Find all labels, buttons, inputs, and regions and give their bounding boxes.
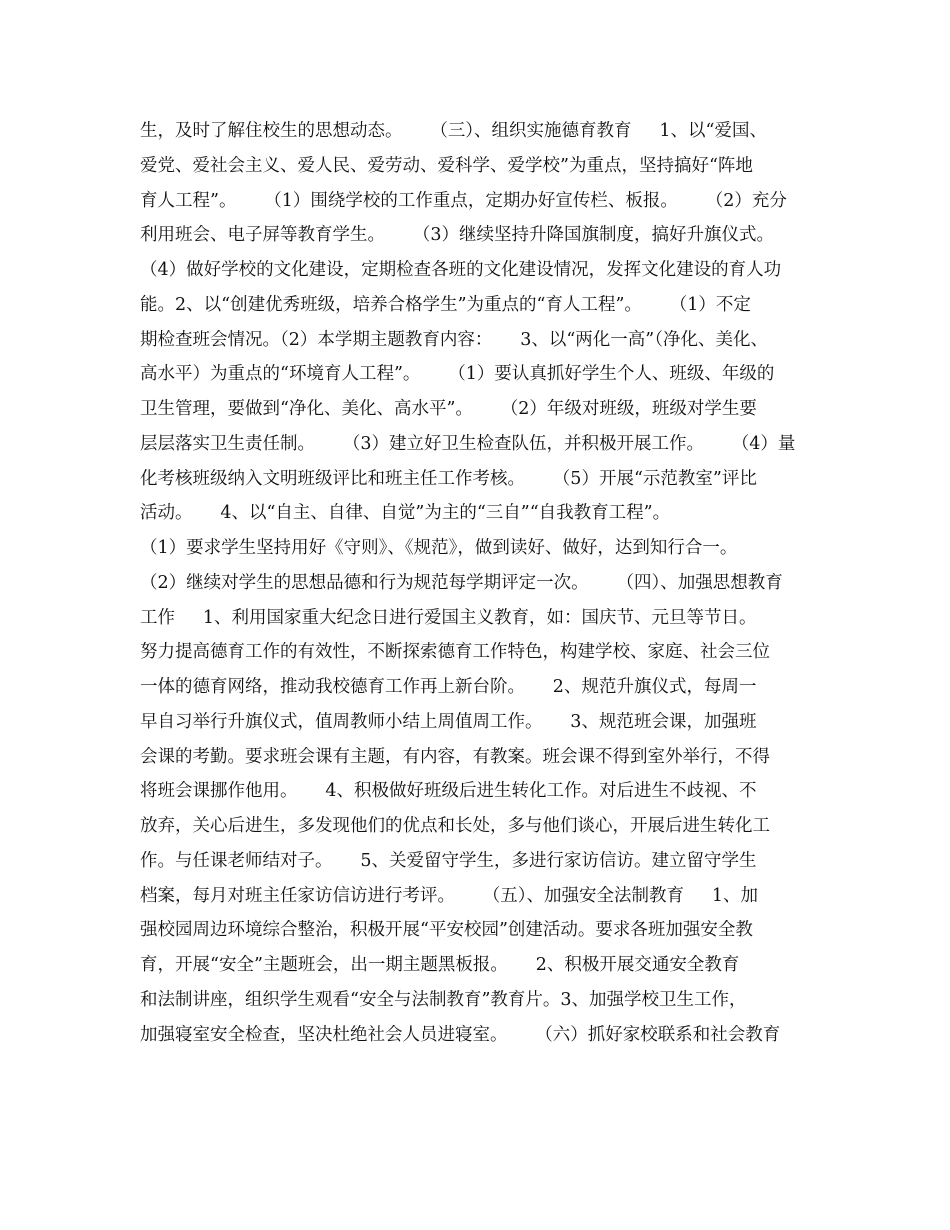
text-line: （4）做好学校的文化建设，定期检查各班的文化建设情况，发挥文化建设的育人功 [140,260,782,280]
text-line: 化考核班级纳入文明班级评比和班主任工作考核。 （5）开展“示范教室”评比 [140,468,757,489]
text-line: 利用班会、电子屏等教育学生。 （3）继续坚持升降国旗制度，搞好升旗仪式。 [140,225,774,246]
text-line: 一体的德育网络，推动我校德育工作再上新台阶。 2、规范升旗仪式，每周一 [140,677,757,697]
text-line: 爱党、爱社会主义、爱人民、爱劳动、爱科学、爱学校”为重点，坚持搞好“阵地 [140,155,753,176]
text-line: 育，开展“安全”主题班会，出一期主题黑板报。 2、积极开展交通安全教育 [140,955,740,975]
text-line: 能。2、以“创建优秀班级，培养合格学生”为重点的“育人工程”。 （1）不定 [140,294,751,315]
text-line: 期检查班会情况。（2）本学期主题教育内容： 3、以“两化一高”（净化、美化、 [140,329,768,350]
text-line: 工作 1、利用国家重大纪念日进行爱国主义教育，如：国庆节、元旦等节日。 [140,607,757,628]
text-line: 高水平）为重点的“环境育人工程”。 （1）要认真抓好学生个人、班级、年级的 [140,364,775,385]
text-line: 放弃，关心后进生，多发现他们的优点和长处，多与他们谈心，开展后进生转化工 [140,816,770,836]
text-line: 活动。 4、以“自主、自律、自觉”为主的“三自”“自我教育工程”。 [140,503,671,524]
text-line: 强校园周边环境综合整治，积极开展“平安校园”创建活动。要求各班加强安全教 [140,920,753,941]
text-line: 早自习举行升旗仪式，值周教师小结上周值周工作。 3、规范班会课，加强班 [140,711,757,732]
text-line: 加强寝室安全检查，坚决杜绝社会人员进寝室。 （六）抓好家校联系和社会教育 [140,1024,781,1045]
text-line: 生，及时了解住校生的思想动态。 （三）、组织实施德育教育 1、以“爱国、 [140,121,767,141]
text-line: 和法制讲座，组织学生观看“安全与法制教育”教育片。3、加强学校卫生工作， [140,989,747,1010]
text-line: （1）要求学生坚持用好《守则》、《规范》，做到读好、做好，达到知行合一。 [140,538,738,558]
text-line: 育人工程”。 （1）围绕学校的工作重点，定期办好宣传栏、板报。 （2）充分 [140,190,787,211]
body-text [140,114,812,1052]
text-line: 档案，每月对班主任家访信访进行考评。 （五）、加强安全法制教育 1、加 [140,885,759,906]
text-line: 层层落实卫生责任制。 （3）建立好卫生检查队伍，并积极开展工作。 （4）量 [140,433,796,454]
text-line: 将班会课挪作他用。 4、积极做好班级后进生转化工作。对后进生不歧视、不 [140,781,757,802]
text-line: （2）继续对学生的思想品德和行为规范每学期评定一次。 （四）、加强思想教育 [140,572,783,593]
text-line: 努力提高德育工作的有效性，不断探索德育工作特色，构建学校、家庭、社会三位 [140,642,770,663]
text-line: 卫生管理，要做到“净化、美化、高水平”。 （2）年级对班级，班级对学生要 [140,399,757,419]
text-line: 作。与任课老师结对子。 5、关爱留守学生，多进行家访信访。建立留守学生 [140,850,757,871]
text-line: 会课的考勤。要求班会课有主题，有内容，有教案。班会课不得到室外举行，不得 [140,746,770,767]
